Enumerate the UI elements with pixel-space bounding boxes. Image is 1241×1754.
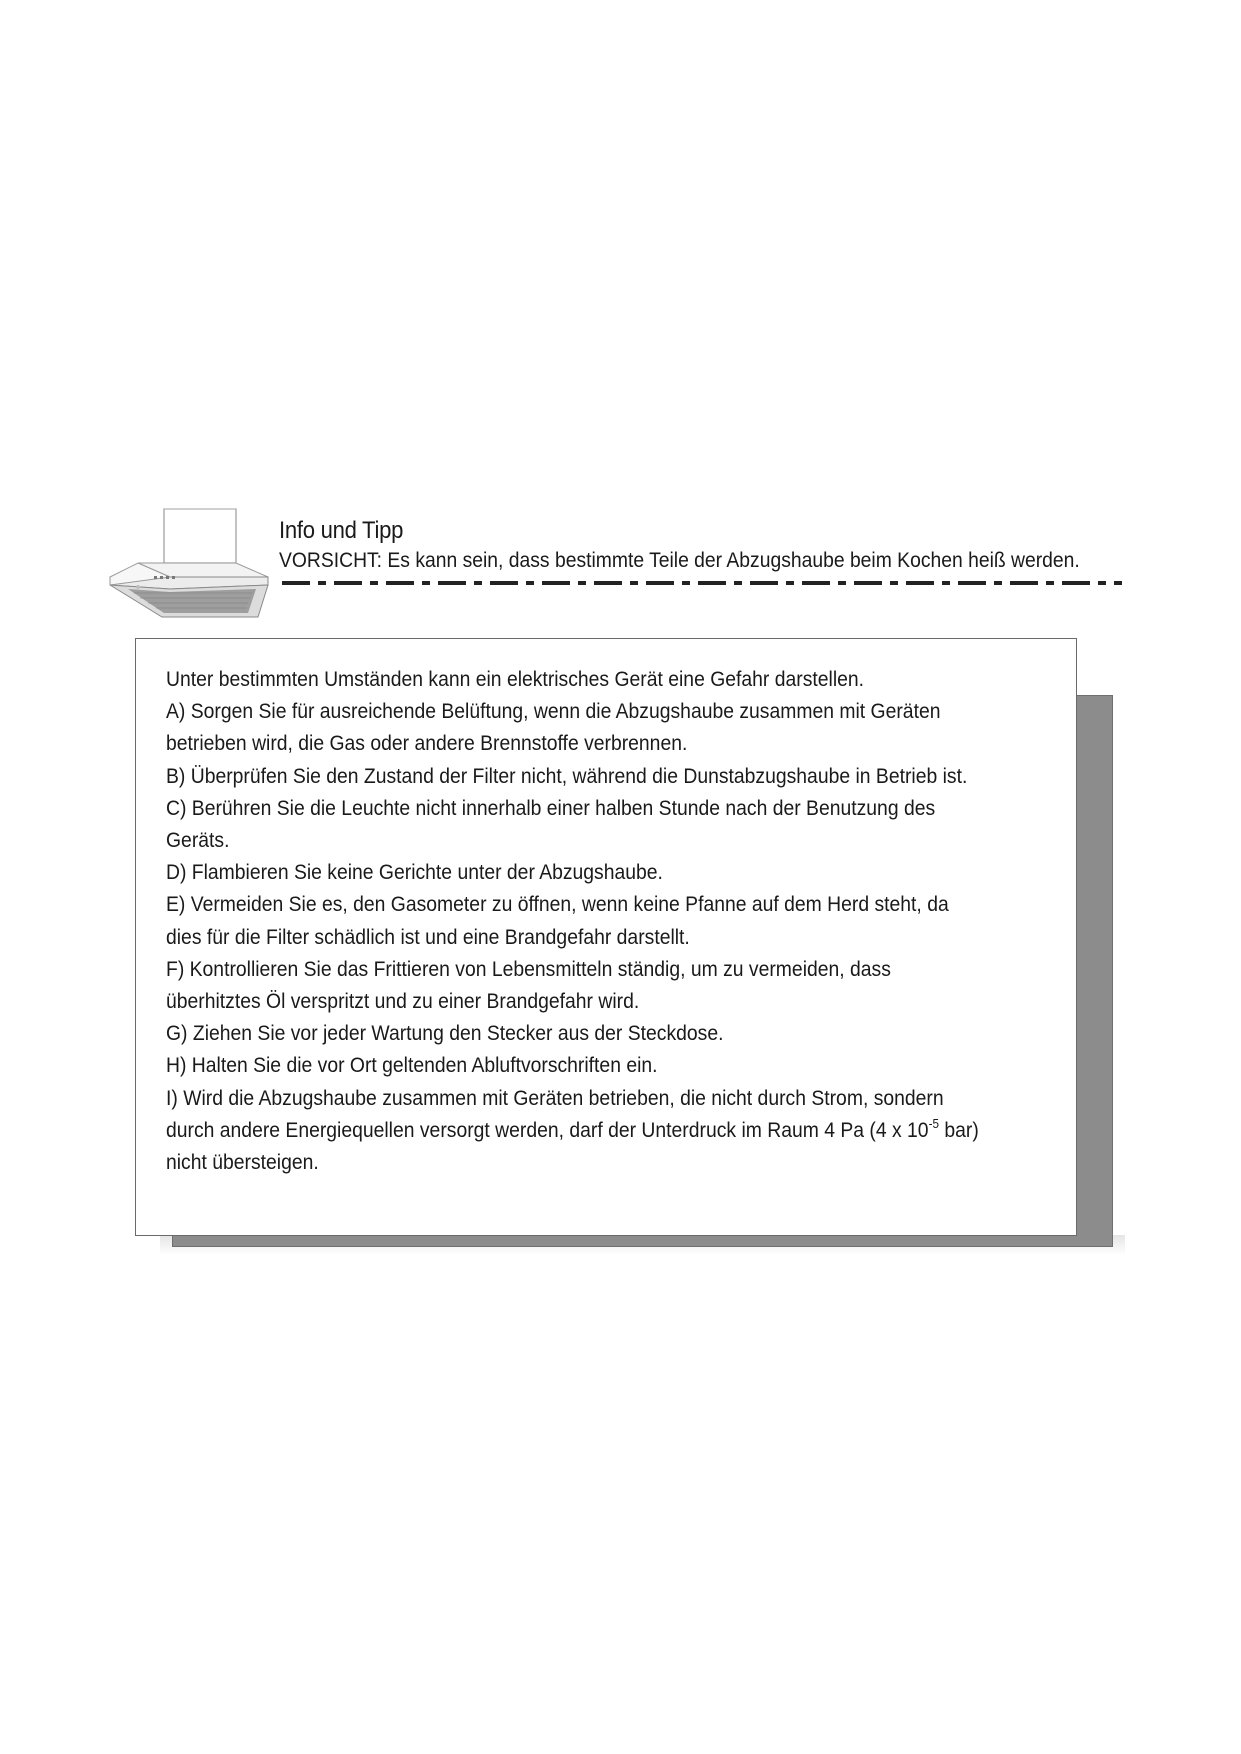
- panel-body: [166, 663, 1048, 1178]
- item-g-line: G) Ziehen Sie vor jeder Wartung den Stecker aus der Steckdose.: [166, 1021, 724, 1046]
- item-a-line-2: betrieben wird, die Gas oder andere Brennstoffe verbrennen.: [166, 731, 688, 756]
- item-e-line-2: dies für die Filter schädlich ist und eine Brandgefahr darstellt.: [166, 924, 690, 949]
- item-i-line-2-unit: bar): [938, 1117, 979, 1142]
- item-c-line-1: C) Berühren Sie die Leuchte nicht innerhalb einer halben Stunde nach der Benutzung des: [166, 795, 936, 820]
- intro-line: Unter bestimmten Umständen kann ein elektrisches Gerät eine Gefahr darstellen.: [166, 667, 865, 691]
- item-f-line-2: überhitztes Öl verspritzt und zu einer Brandgefahr wird.: [166, 989, 640, 1014]
- item-i-line-2: [166, 1114, 1048, 1146]
- item-i-line-3: nicht übersteigen.: [166, 1150, 319, 1175]
- item-h-line: H) Halten Sie die vor Ort geltenden Abluftvorschriften ein.: [166, 1053, 658, 1078]
- item-f-line-1: F) Kontrollieren Sie das Frittieren von Lebensmitteln ständig, um zu vermeiden, dass: [166, 956, 891, 981]
- caution-text: VORSICHT: Es kann sein, dass bestimmte Teile der Abzugshaube beim Kochen heiß werden.: [279, 549, 1080, 572]
- range-hood-icon: [108, 505, 278, 623]
- item-i-line-1: I) Wird die Abzugshaube zusammen mit Geräten betrieben, die nicht durch Strom, sondern: [166, 1085, 944, 1110]
- item-e-line-1: E) Vermeiden Sie es, den Gasometer zu öffnen, wenn keine Pfanne auf dem Herd steht, da: [166, 892, 949, 917]
- info-title: Info und Tipp: [279, 517, 404, 544]
- item-a-line-1: A) Sorgen Sie für ausreichende Belüftung, wenn die Abzugshaube zusammen mit Geräten: [166, 699, 941, 724]
- item-c-line-2: Geräts.: [166, 828, 230, 853]
- item-i-line-2-text: durch andere Energiequellen versorgt werden, darf der Unterdruck im Raum 4 Pa (4 x 10: [166, 1117, 929, 1142]
- item-b-line: B) Überprüfen Sie den Zustand der Filter nicht, während die Dunstabzugshaube in Betrieb ist.: [166, 763, 968, 788]
- dashed-divider: [282, 578, 1122, 588]
- info-header: [279, 516, 1179, 574]
- exponent: -5: [928, 1115, 939, 1131]
- item-d-line: D) Flambieren Sie keine Gerichte unter der Abzugshaube.: [166, 860, 663, 885]
- safety-warning-panel: [135, 638, 1077, 1236]
